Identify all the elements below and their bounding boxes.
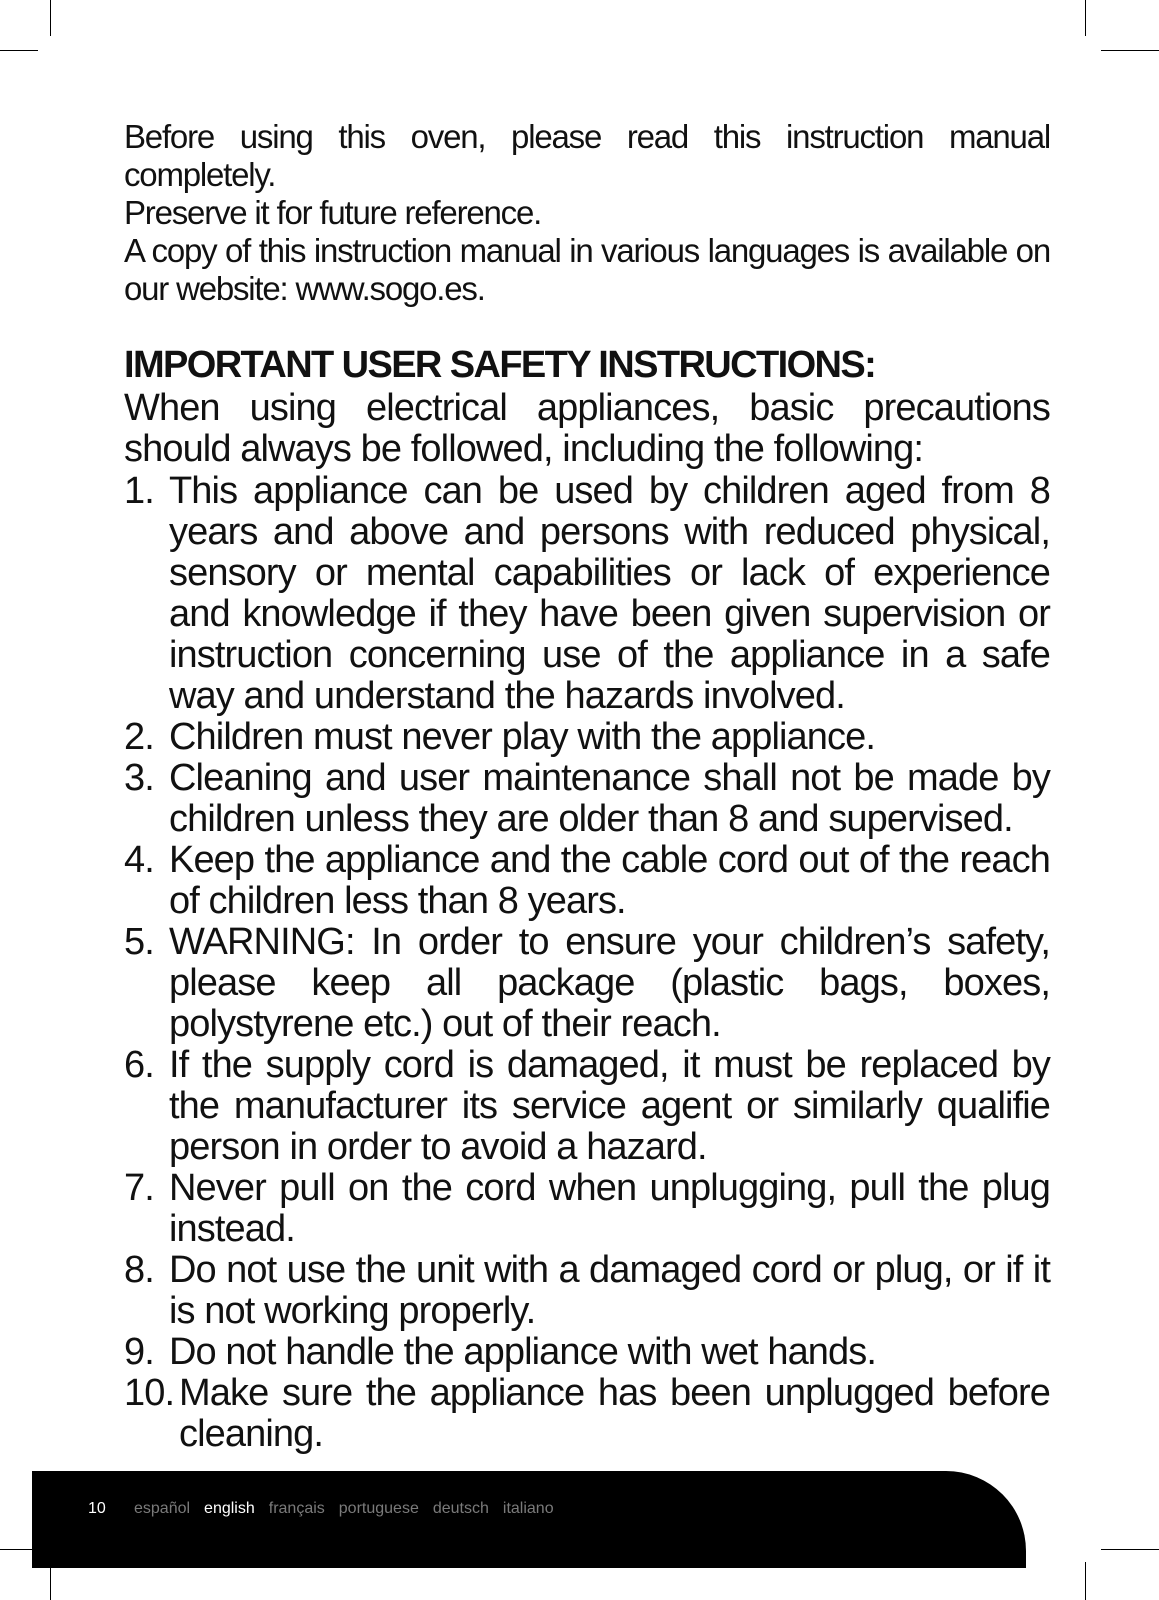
item-text: WARNING: In order to ensure your children’s safety, please keep all package (plastic bags, boxes, polystyrene etc.) out of their reach. xyxy=(169,921,1050,1045)
crop-mark-bottom-right-v xyxy=(1085,1562,1086,1600)
list-item xyxy=(124,1168,1050,1250)
item-text: Keep the appliance and the cable cord out of the reach of children less than 8 years. xyxy=(169,839,1050,922)
item-number: 2. xyxy=(124,716,154,758)
list-item xyxy=(124,1250,1050,1332)
crop-mark-top-right-h xyxy=(1101,50,1159,51)
safety-lead: When using electrical appliances, basic precautions should always be followed, including the following: xyxy=(124,387,1050,470)
lang-italiano[interactable]: italiano xyxy=(502,1500,554,1517)
list-item xyxy=(124,717,1050,758)
item-number: 9. xyxy=(124,1331,154,1373)
lang-deutsch[interactable]: deutsch xyxy=(432,1500,489,1517)
item-text: Do not handle the appliance with wet hands. xyxy=(169,1331,877,1373)
list-item xyxy=(124,1045,1050,1168)
lang-francais[interactable]: français xyxy=(268,1500,325,1517)
item-text: Cleaning and user maintenance shall not be made by children unless they are older than 8 and supervised. xyxy=(169,757,1050,840)
intro-read-manual: Before using this oven, please read this instruction manual completely. xyxy=(124,118,1050,193)
list-item xyxy=(124,1332,1050,1373)
item-number: 10. xyxy=(124,1372,175,1414)
item-text: Never pull on the cord when unplugging, pull the plug instead. xyxy=(169,1167,1050,1250)
safety-heading: IMPORTANT USER SAFETY INSTRUCTIONS: xyxy=(124,344,876,386)
item-text: Children must never play with the appliance. xyxy=(169,716,876,758)
list-item xyxy=(124,758,1050,840)
safety-list xyxy=(124,471,1050,1455)
crop-mark-top-left-h xyxy=(0,50,38,51)
lang-english[interactable]: english xyxy=(204,1500,255,1517)
crop-mark-top-left-v xyxy=(50,0,51,36)
item-text: If the supply cord is damaged, it must be replaced by the manufacturer its service agent or similarly qualifie person in order to avoid a hazard. xyxy=(169,1044,1050,1168)
item-number: 6. xyxy=(124,1044,154,1086)
list-item xyxy=(124,922,1050,1045)
footer-bar xyxy=(32,1471,1026,1568)
lang-portuguese[interactable]: portuguese xyxy=(338,1500,419,1517)
crop-mark-top-right-v xyxy=(1085,0,1086,36)
item-text: Do not use the unit with a damaged cord or plug, or if it is not working properly. xyxy=(169,1249,1050,1332)
item-number: 3. xyxy=(124,757,154,799)
item-text: Make sure the appliance has been unplugged before cleaning. xyxy=(179,1372,1050,1455)
item-text: This appliance can be used by children aged from 8 years and above and persons with reduced physical, sensory or mental capabilities or lack of experience and knowledge if they have been given supervision or instruction concerning use of the appliance in a safe way and understand the hazards involved. xyxy=(169,470,1050,717)
language-nav xyxy=(134,1500,554,1518)
item-number: 5. xyxy=(124,921,154,963)
item-number: 7. xyxy=(124,1167,154,1209)
list-item xyxy=(124,840,1050,922)
intro-section xyxy=(124,118,1050,308)
page-number: 10 xyxy=(88,1500,106,1517)
intro-website: A copy of this instruction manual in various languages is available on our website: www.sogo.es. xyxy=(124,232,1050,307)
list-item xyxy=(124,471,1050,717)
lang-espanol[interactable]: español xyxy=(134,1500,191,1517)
intro-preserve: Preserve it for future reference. xyxy=(124,194,542,231)
item-number: 8. xyxy=(124,1249,154,1291)
item-number: 1. xyxy=(124,470,154,512)
item-number: 4. xyxy=(124,839,154,881)
crop-mark-bottom-right-h xyxy=(1101,1549,1159,1550)
list-item xyxy=(124,1373,1050,1455)
